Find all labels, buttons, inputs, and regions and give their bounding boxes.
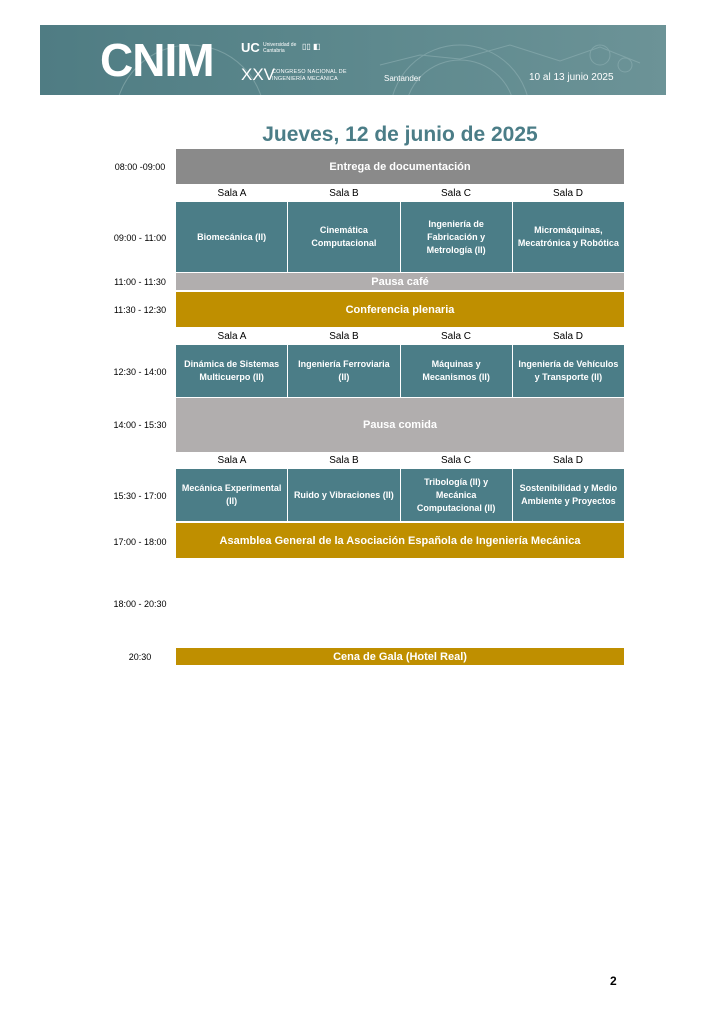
session-cell: Ruido y Vibraciones (II) — [288, 469, 400, 521]
uc-logo: UC — [241, 40, 260, 55]
city-label: Santander — [384, 74, 421, 83]
session-cell: Micromáquinas, Mecatrónica y Robótica — [513, 202, 624, 272]
congress-name: CONGRESO NACIONAL DE INGENIERÍA MECÁNICA — [272, 69, 347, 82]
pausa-comida-band: Pausa comida — [176, 398, 624, 452]
page-number: 2 — [610, 974, 617, 988]
time-label: 11:00 - 11:30 — [114, 277, 166, 287]
sala-label: Sala A — [217, 331, 247, 342]
header-banner — [40, 25, 666, 95]
pausa-cafe-band: Pausa café — [176, 273, 624, 290]
sala-label: Sala D — [552, 455, 583, 466]
sala-label: Sala B — [329, 188, 359, 199]
page-title: Jueves, 12 de junio de 2025 — [262, 123, 538, 146]
salas-header — [176, 329, 624, 345]
cnim-logo: CNIM — [100, 34, 214, 86]
time-label: 12:30 - 14:00 — [113, 367, 167, 377]
congress-dates: 10 al 13 junio 2025 — [529, 72, 614, 83]
session-cell: Biomecánica (II) — [176, 202, 288, 272]
time-label: 17:00 - 18:00 — [113, 537, 167, 547]
time-label: 15:30 - 17:00 — [113, 491, 167, 501]
session-cell: Ingeniería Ferroviaria (II) — [288, 345, 400, 397]
sala-label: Sala C — [440, 188, 471, 199]
entrega-band: Entrega de documentación — [176, 149, 624, 184]
sala-label: Sala B — [329, 455, 359, 466]
time-label: 14:00 - 15:30 — [113, 420, 167, 430]
sala-label: Sala C — [440, 455, 471, 466]
asamblea-band: Asamblea General de la Asociación Española de Ingeniería Mecánica — [176, 523, 624, 558]
salas-header — [176, 186, 624, 202]
sala-label: Sala D — [552, 188, 583, 199]
time-label: 20:30 — [128, 652, 152, 662]
session-cell: Tribología (II) y Mecánica Computacional (II) — [401, 469, 513, 521]
time-label: 11:30 - 12:30 — [113, 305, 167, 315]
sala-label: Sala A — [217, 455, 247, 466]
session-cell: Ingeniería de Fabricación y Metrología (II) — [401, 202, 513, 272]
salas-header — [176, 453, 624, 469]
session-cell: Sostenibilidad y Medio Ambiente y Proyectos — [513, 469, 624, 521]
session-row — [176, 469, 624, 521]
session-cell: Ingeniería de Vehículos y Transporte (II) — [513, 345, 624, 397]
sala-label: Sala B — [329, 331, 359, 342]
session-cell: Dinámica de Sistemas Multicuerpo (II) — [176, 345, 288, 397]
session-row — [176, 202, 624, 272]
uc-logo-subtitle: Universidad de Cantabria — [263, 42, 297, 54]
plenaria-band: Conferencia plenaria — [176, 292, 624, 327]
cena-band: Cena de Gala (Hotel Real) — [176, 648, 624, 665]
sala-label: Sala A — [217, 188, 247, 199]
session-cell: Máquinas y Mecanismos (II) — [401, 345, 513, 397]
session-cell: Cinemática Computacional — [288, 202, 400, 272]
sala-label: Sala D — [552, 331, 583, 342]
time-label: 08:00 -09:00 — [114, 162, 166, 172]
session-cell: Mecánica Experimental (II) — [176, 469, 288, 521]
partner-logos-icon: ▯▯ ◧ — [302, 42, 321, 51]
edition-number: XXV — [241, 65, 276, 84]
time-label: 18:00 - 20:30 — [113, 599, 167, 609]
session-row — [176, 345, 624, 397]
sala-label: Sala C — [440, 331, 471, 342]
time-label: 09:00 - 11:00 — [113, 233, 167, 243]
